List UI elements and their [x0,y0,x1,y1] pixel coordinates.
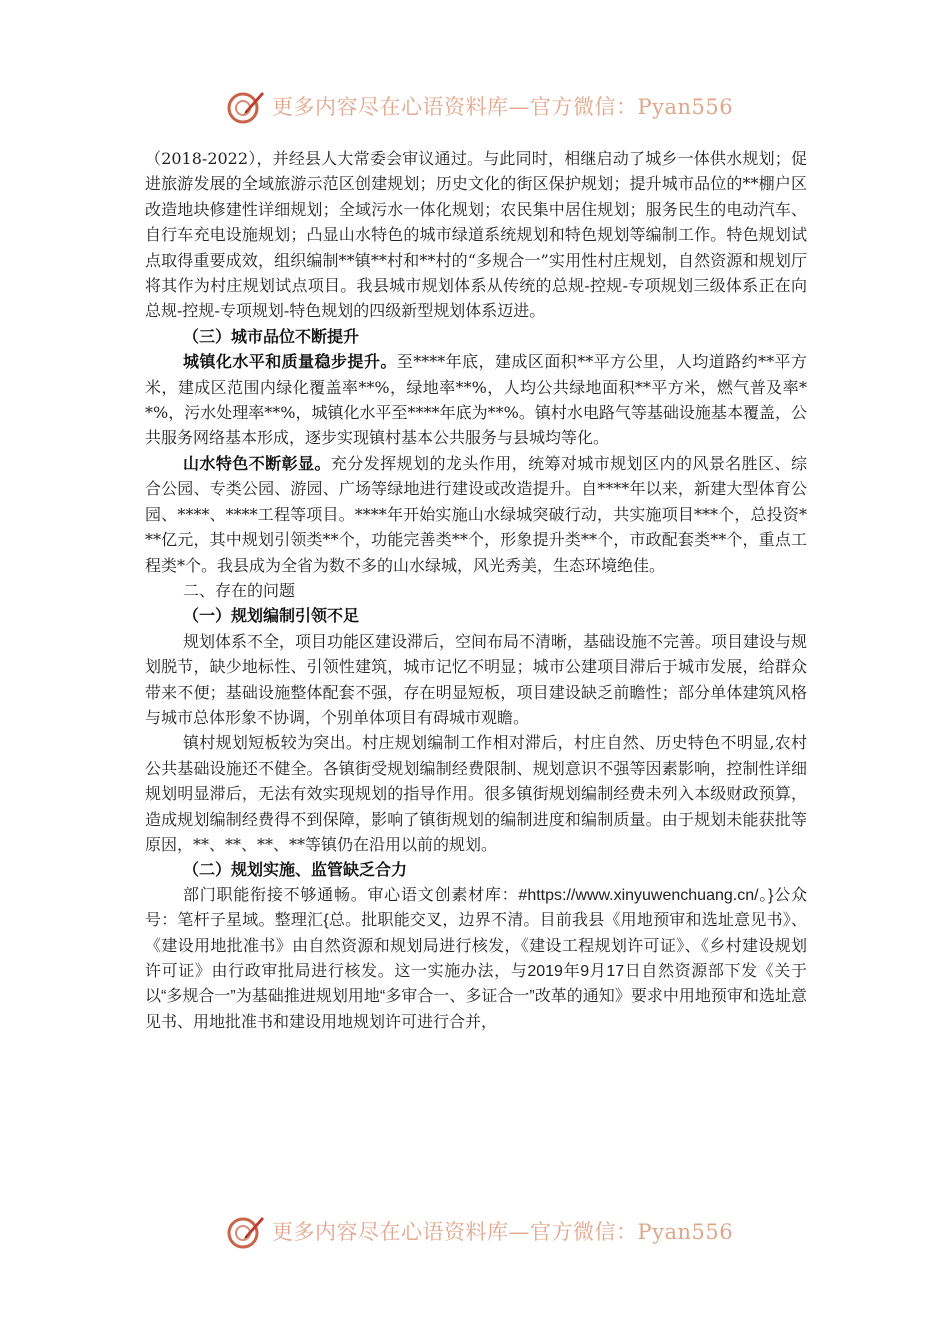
paragraph-planning-gaps: 规划体系不全，项目功能区建设滞后，空间布局不清晰，基础设施不完善。项目建设与规划脱节，缺少地标性、引领性建筑，城市记忆不明显；城市公建项目滞后于城市发展，给群众带来不便；基础设施整体配套不强，存在明显短板，项目建设缺乏前瞻性；部分单体建筑风格与城市总体形象不协调，个别单体项目有碍城市观瞻。 [145,631,808,727]
paragraph-town-planning: 镇村规划短板较为突出。村庄规划编制工作相对滞后，村庄自然、历史特色不明显,农村公共基础设施还不健全。各镇街受规划编制经费限制、规划意识不强等因素影响，控制性详细规划明显滞后，无法有效实现规划的指导作用。很多镇街规划编制经费未列入本级财政预算，造成规划编制经费得不到保障，影响了镇街规划的编制进度和编制质量。由于规划未能获批等原因，**、**、**、**等镇仍在沿用以前的规划。 [145,733,807,854]
pen-logo-icon [226,86,266,126]
paragraph-landscape [145,451,807,578]
heading-city-quality: （三）城市品位不断提升 [183,326,360,346]
body-landscape: 充分发挥规划的龙头作用，统筹对城市规划区内的风景名胜区、综合公园、专类公园、游园、广场等绿地进行建设或改造提升。自****年以来，新建大型体育公园、****、****工程等项目。****年开始实施山水绿城突破行动，共实施项目***个，总投资***亿元，其中规划引领类**个，功能完善类**个，形象提升类**个，市政配套类**个，重点工程类*个。我县成为全省为数不多的山水绿城，风光秀美，生态环境绝佳。 [145,453,807,575]
body-urbanization: 至****年底，建成区面积**平方公里，人均道路约**平方米，建成区范围内绿化覆盖率**%，绿地率**%，人均公共绿地面积**平方米，燃气普及率**%，污水处理率**%，城镇化水平至****年底为**%。镇村水电路气等基础设施基本覆盖，公共服务网络基本形成，逐步实现镇村基本公共服务与县城均等化。 [145,352,807,448]
footer-banner [226,1211,733,1251]
paragraph-department-coordination: 部门职能衔接不够通畅。审心语文创素材库：#https://www.xinyuwenchuang.cn/。}公众号：笔杆子星域。整理汇{总。批职能交叉，边界不清。目前我县《用地预审和选址意见书》、《建设用地批准书》由自然资源和规划局进行核发，《建设工程规划许可证》、《乡村建设规划许可证》由行政审批局进行核发。这一实施办法，与2019年9月17日自然资源部下发《关于以“多规合一”为基础推进规划用地“多审合一、多证合一”改革的通知》要求中用地预审和选址意见书、用地批准书和建设用地规划许可进行合并， [145,886,807,1031]
heading-planning-leadership: （一）规划编制引领不足 [183,606,360,626]
paragraph-urbanization [145,349,807,451]
paragraph-planning-system: （2018-2022），并经县人大常委会审议通过。与此同时，相继启动了城乡一体供水规划；促进旅游发展的全域旅游示范区创建规划；历史文化的街区保护规划；提升城市品位的**棚户区改造地块修建性详细规划；全域污水一体化规划；农民集中居住规划；服务民生的电动汽车、自行车充电设施规划；凸显山水特色的城市绿道系统规划和特色规划等编制工作。特色规划试点取得重要成效，组织编制**镇**村和**村的“多规合一”实用性村庄规划，自然资源和规划厅将其作为村庄规划试点项目。我县城市规划体系从传统的总规-控规-专项规划三级体系正在向总规-控规-专项规划-特色规划的四级新型规划体系迈进。 [145,149,807,321]
lead-urbanization: 城镇化水平和质量稳步提升。 [183,352,397,372]
pen-logo-icon [226,1211,266,1251]
heading-implementation: （二）规划实施、监管缺乏合力 [183,860,408,880]
footer-banner-text: 更多内容尽在心语资料库—官方微信：Pyan556 [272,1220,734,1244]
header-banner [226,86,733,126]
document-body [145,146,807,1035]
heading-problems: 二、存在的问题 [183,580,296,600]
header-banner-text: 更多内容尽在心语资料库—官方微信：Pyan556 [272,95,734,119]
lead-landscape: 山水特色不断彰显。 [183,453,331,473]
